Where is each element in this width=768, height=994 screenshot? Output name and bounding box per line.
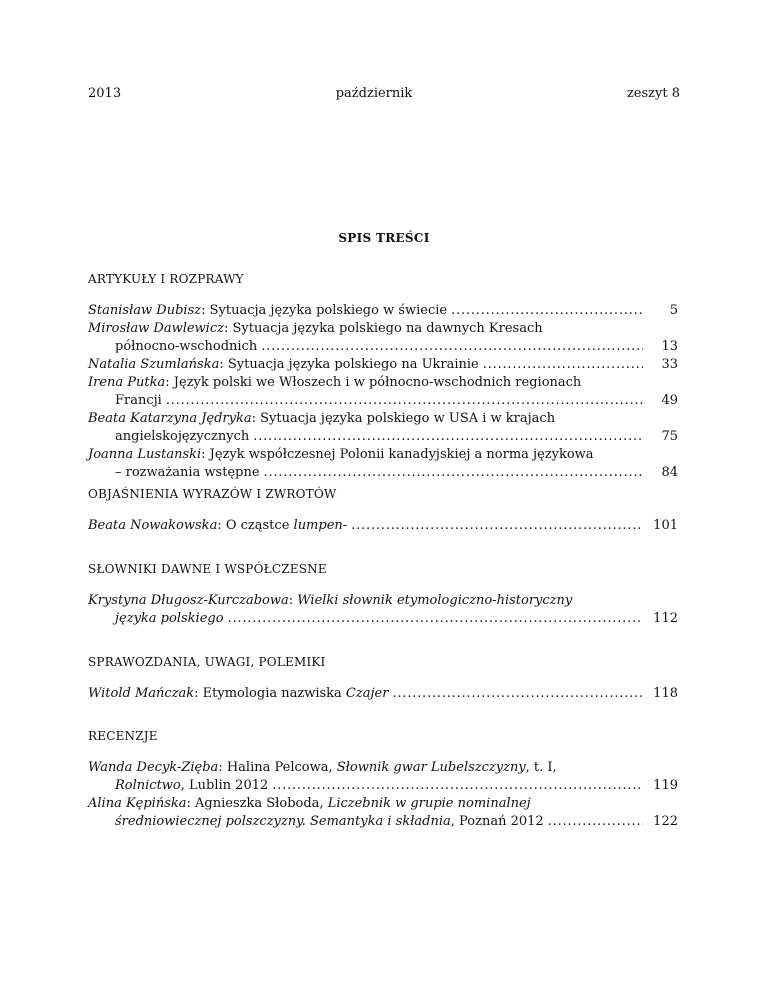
entry-author: Witold Mańczak bbox=[88, 686, 195, 701]
page-number: 118 bbox=[653, 686, 678, 701]
entry-title-italic: Liczebnik w grupie nominalnej bbox=[327, 796, 531, 811]
entry-title-cont: angielskojęzycznych bbox=[115, 429, 250, 444]
entry-author: Stanisław Dubisz bbox=[88, 303, 202, 318]
entry-author: Alina Kępińska bbox=[88, 796, 187, 811]
toc-entry: Irena Putka: Język polski we Włoszech i w północno-wschodnich regionach Francji ..... 49 bbox=[88, 374, 678, 410]
entry-title: Język współczesnej Polonii kanadyjskiej a norma językowa bbox=[209, 447, 594, 462]
page-number: 119 bbox=[653, 778, 678, 793]
dot-leader bbox=[166, 392, 643, 410]
dot-leader bbox=[261, 338, 643, 356]
entry-title: Halina Pelcowa, bbox=[226, 760, 337, 775]
toc-entry: Wanda Decyk-Zięba: Halina Pelcowa, Słownik gwar Lubelszczyzny, t. I, Rolnictwo, Lublin 2012 ..... 119 bbox=[88, 759, 678, 795]
dot-leader bbox=[548, 813, 643, 831]
entry-title-cont: Francji bbox=[115, 393, 162, 408]
entry-author: Beata Katarzyna Jędryka bbox=[88, 411, 252, 426]
toc-title: SPIS TREŚCI bbox=[338, 231, 430, 245]
entry-title: Etymologia nazwiska bbox=[202, 686, 346, 701]
entry-title: Sytuacja języka polskiego na Ukrainie bbox=[227, 357, 479, 372]
entry-author: Wanda Decyk-Zięba bbox=[88, 760, 219, 775]
running-header bbox=[88, 86, 680, 101]
page-number: 112 bbox=[653, 611, 678, 626]
entry-title-italic-cont: języka polskiego bbox=[115, 611, 224, 626]
entry-title-cont: północno-wschodnich bbox=[115, 339, 258, 354]
toc-section bbox=[88, 654, 678, 703]
page-number: 5 bbox=[669, 303, 678, 318]
toc-entry: Witold Mańczak: Etymologia nazwiska Czajer ..... 118 bbox=[88, 685, 678, 703]
entry-author: Beata Nowakowska bbox=[88, 518, 218, 533]
entry-title: Sytuacja języka polskiego na dawnych Kresach bbox=[232, 321, 543, 336]
toc-entry: Natalia Szumlańska: Sytuacja języka polskiego na Ukrainie ..... 33 bbox=[88, 356, 678, 374]
header-month: październik bbox=[335, 86, 413, 101]
entry-author: Joanna Lustanski bbox=[88, 447, 202, 462]
entry-author: Mirosław Dawlewicz bbox=[88, 321, 224, 336]
toc-entry: Krystyna Długosz-Kurczabowa: Wielki słownik etymologiczno-historyczny języka polskiego ..... 112 bbox=[88, 592, 678, 628]
dot-leader bbox=[451, 302, 643, 320]
section-heading: RECENZJE bbox=[88, 729, 158, 743]
entry-title: Sytuacja języka polskiego w USA i w krajach bbox=[260, 411, 556, 426]
toc-section bbox=[88, 271, 678, 482]
toc-entry: Mirosław Dawlewicz: Sytuacja języka polskiego na dawnych Kresach północno-wschodnich ..... 13 bbox=[88, 320, 678, 356]
page-number: 49 bbox=[661, 393, 678, 408]
entry-title-cont: – rozważania wstępne bbox=[115, 465, 260, 480]
dot-leader bbox=[483, 356, 643, 374]
entry-title-italic: Wielki słownik etymologiczno-historyczny bbox=[297, 593, 573, 608]
section-heading: SŁOWNIKI DAWNE I WSPÓŁCZESNE bbox=[88, 562, 327, 576]
dot-leader bbox=[272, 777, 643, 795]
page-number: 33 bbox=[661, 357, 678, 372]
page-number: 101 bbox=[653, 518, 678, 533]
entry-title-tail: , Lublin 2012 bbox=[180, 778, 269, 793]
entry-title-italic: lumpen- bbox=[293, 518, 348, 533]
section-heading: OBJAŚNIENIA WYRAZÓW I ZWROTÓW bbox=[88, 487, 337, 501]
dot-leader bbox=[253, 428, 643, 446]
section-heading: ARTYKUŁY I ROZPRAWY bbox=[88, 272, 244, 286]
entry-author: Krystyna Długosz-Kurczabowa bbox=[88, 593, 289, 608]
toc-entry: Beata Katarzyna Jędryka: Sytuacja języka polskiego w USA i w krajach angielskojęzycznych ..... 75 bbox=[88, 410, 678, 446]
entry-title: O cząstce bbox=[225, 518, 294, 533]
toc-entry: Alina Kępińska: Agnieszka Słoboda, Liczebnik w grupie nominalnej średniowiecznej polszczyzny. Semantyka i składnia, Poznań 2012 ..... 122 bbox=[88, 795, 678, 831]
dot-leader bbox=[264, 464, 643, 482]
header-year: 2013 bbox=[88, 86, 122, 101]
header-issue: zeszyt 8 bbox=[626, 86, 680, 101]
toc-section bbox=[88, 728, 678, 831]
page-number: 84 bbox=[661, 465, 678, 480]
entry-author: Irena Putka bbox=[88, 375, 166, 390]
page-number: 75 bbox=[661, 429, 678, 444]
section-heading: SPRAWOZDANIA, UWAGI, POLEMIKI bbox=[88, 655, 326, 669]
dot-leader bbox=[228, 610, 643, 628]
entry-title-tail: , Poznań 2012 bbox=[450, 814, 544, 829]
toc-section bbox=[88, 561, 678, 628]
page-number: 122 bbox=[653, 814, 678, 829]
toc-entry: Beata Nowakowska: O cząstce lumpen- ..... 101 bbox=[88, 517, 678, 535]
toc-section bbox=[88, 486, 678, 535]
entry-title-italic: Słownik gwar Lubelszczyzny bbox=[336, 760, 526, 775]
entry-title: Sytuacja języka polskiego w świecie bbox=[209, 303, 448, 318]
entry-title-italic: Czajer bbox=[345, 686, 389, 701]
entry-title: Agnieszka Słoboda, bbox=[195, 796, 328, 811]
entry-title: Język polski we Włoszech i w północno-wschodnich regionach bbox=[173, 375, 582, 390]
entry-title-italic-cont: Rolnictwo bbox=[115, 778, 181, 793]
dot-leader bbox=[392, 685, 643, 703]
entry-title-italic-cont: średniowiecznej polszczyzny. Semantyka i składnia bbox=[115, 814, 451, 829]
toc-entry: Stanisław Dubisz: Sytuacja języka polskiego w świecie ..... 5 bbox=[88, 302, 678, 320]
dot-leader bbox=[351, 517, 643, 535]
page-number: 13 bbox=[661, 339, 678, 354]
entry-author: Natalia Szumlańska bbox=[88, 357, 220, 372]
entry-title-tail: , t. I, bbox=[525, 760, 557, 775]
toc-entry: Joanna Lustanski: Język współczesnej Polonii kanadyjskiej a norma językowa – rozważania wstępne ..... 84 bbox=[88, 446, 678, 482]
